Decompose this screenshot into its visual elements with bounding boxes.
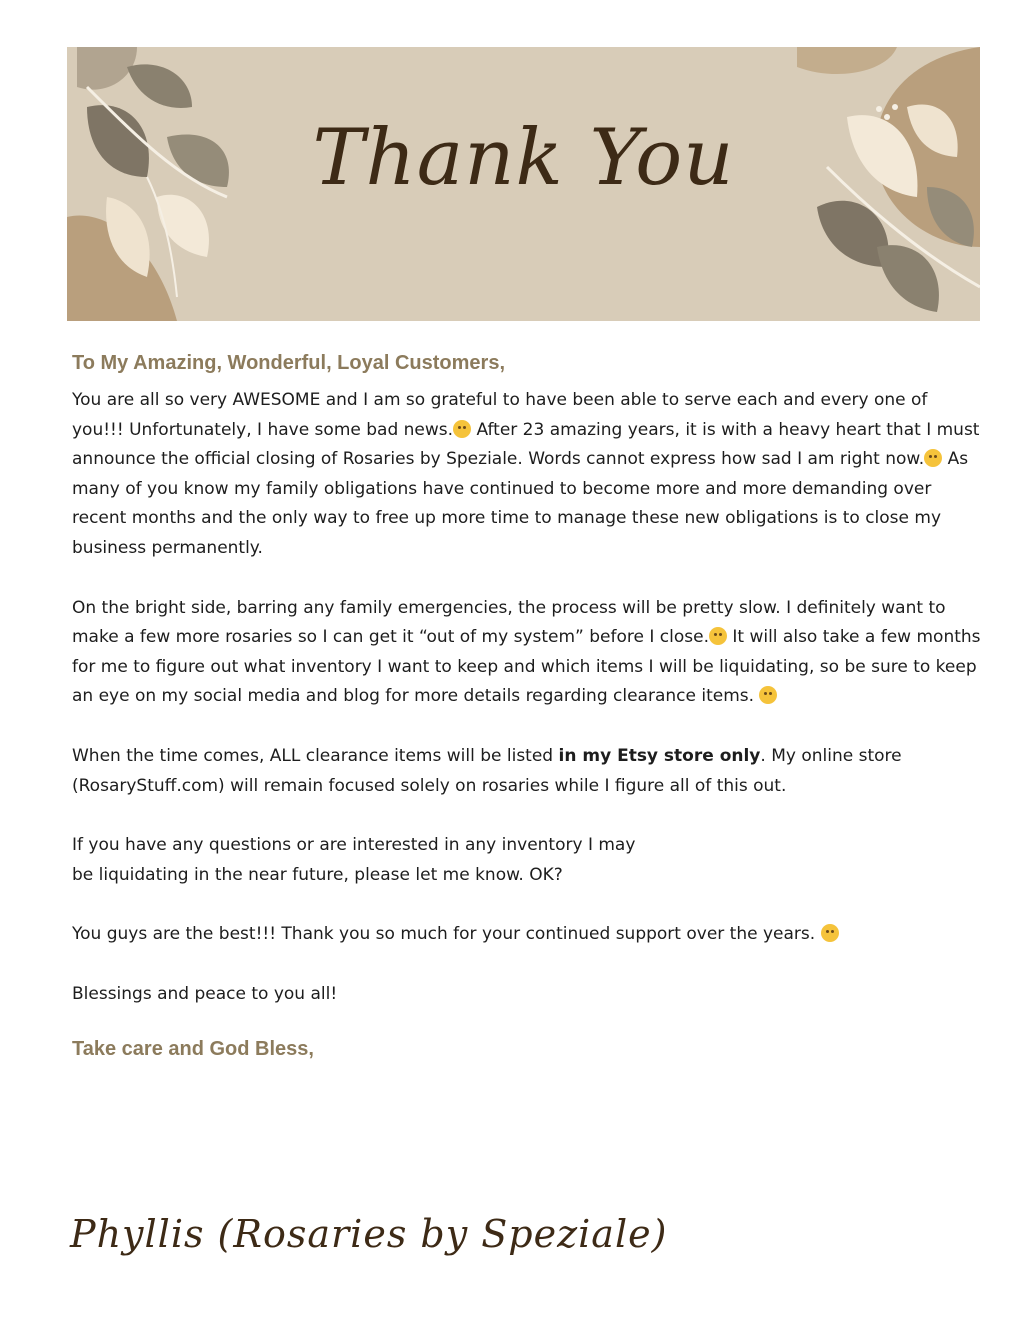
paragraph-text: On the bright side, barring any family emergencies, the process will be pretty slow. I definitely want to make a few more rosaries so I can get it “out of my system” before I close. [72,597,946,648]
crying-face-icon [924,449,942,467]
closing-line: Take care and God Bless, [72,1037,314,1060]
etsy-store-emphasis: in my Etsy store only [558,745,761,766]
paragraph-blessings: Blessings and peace to you all! [72,983,338,1004]
paragraph-text: It will also take a few months for me to figure out what inventory I want to keep and which items I will be liquidating, so be sure to keep an eye on my social media and blog for more details regarding clearance items. [72,627,981,707]
signature: Phyllis (Rosaries by Speziale) [70,1212,668,1256]
paragraph-questions [72,831,982,890]
letter-body [72,348,982,1064]
thank-you-banner [67,47,980,321]
smiling-face-with-smiling-eyes-icon [821,924,839,942]
paragraph-bright-side [72,594,982,712]
paragraph-clearance [72,742,982,801]
paragraph-closing-announcement [72,386,982,564]
paragraph-text: You are all so very AWESOME and I am so grateful to have been able to serve each and every one of you!!! Unfortunately, I have some bad news. [72,390,928,440]
winking-face-icon [709,627,727,645]
paragraph-text: When the time comes, ALL clearance items will be listed [72,745,559,766]
paragraph-text: After 23 amazing years, it is with a heavy heart that I must announce the official closing of Rosaries by Speziale. Words cannot express how sad I am right now. [72,419,980,470]
banner-title: Thank You [312,113,735,203]
paragraph-thanks [72,920,982,950]
paragraph-line: If you have any questions or are interested in any inventory I may [72,835,636,856]
frowning-face-icon [453,420,471,438]
paragraph-text: As many of you know my family obligations have continued to become more and more demanding over recent months and the only way to free up more time to manage these new obligations is to close my business permanently. [72,449,969,558]
slightly-smiling-face-icon [759,686,777,704]
paragraph-text: . My online store (RosaryStuff.com) will remain focused solely on rosaries while I figure all of this out. [72,745,902,796]
greeting-heading: To My Amazing, Wonderful, Loyal Customers, [72,352,505,374]
paragraph-line: be liquidating in the near future, please let me know. OK? [72,864,563,885]
paragraph-text: You guys are the best!!! Thank you so much for your continued support over the years. [72,924,821,945]
